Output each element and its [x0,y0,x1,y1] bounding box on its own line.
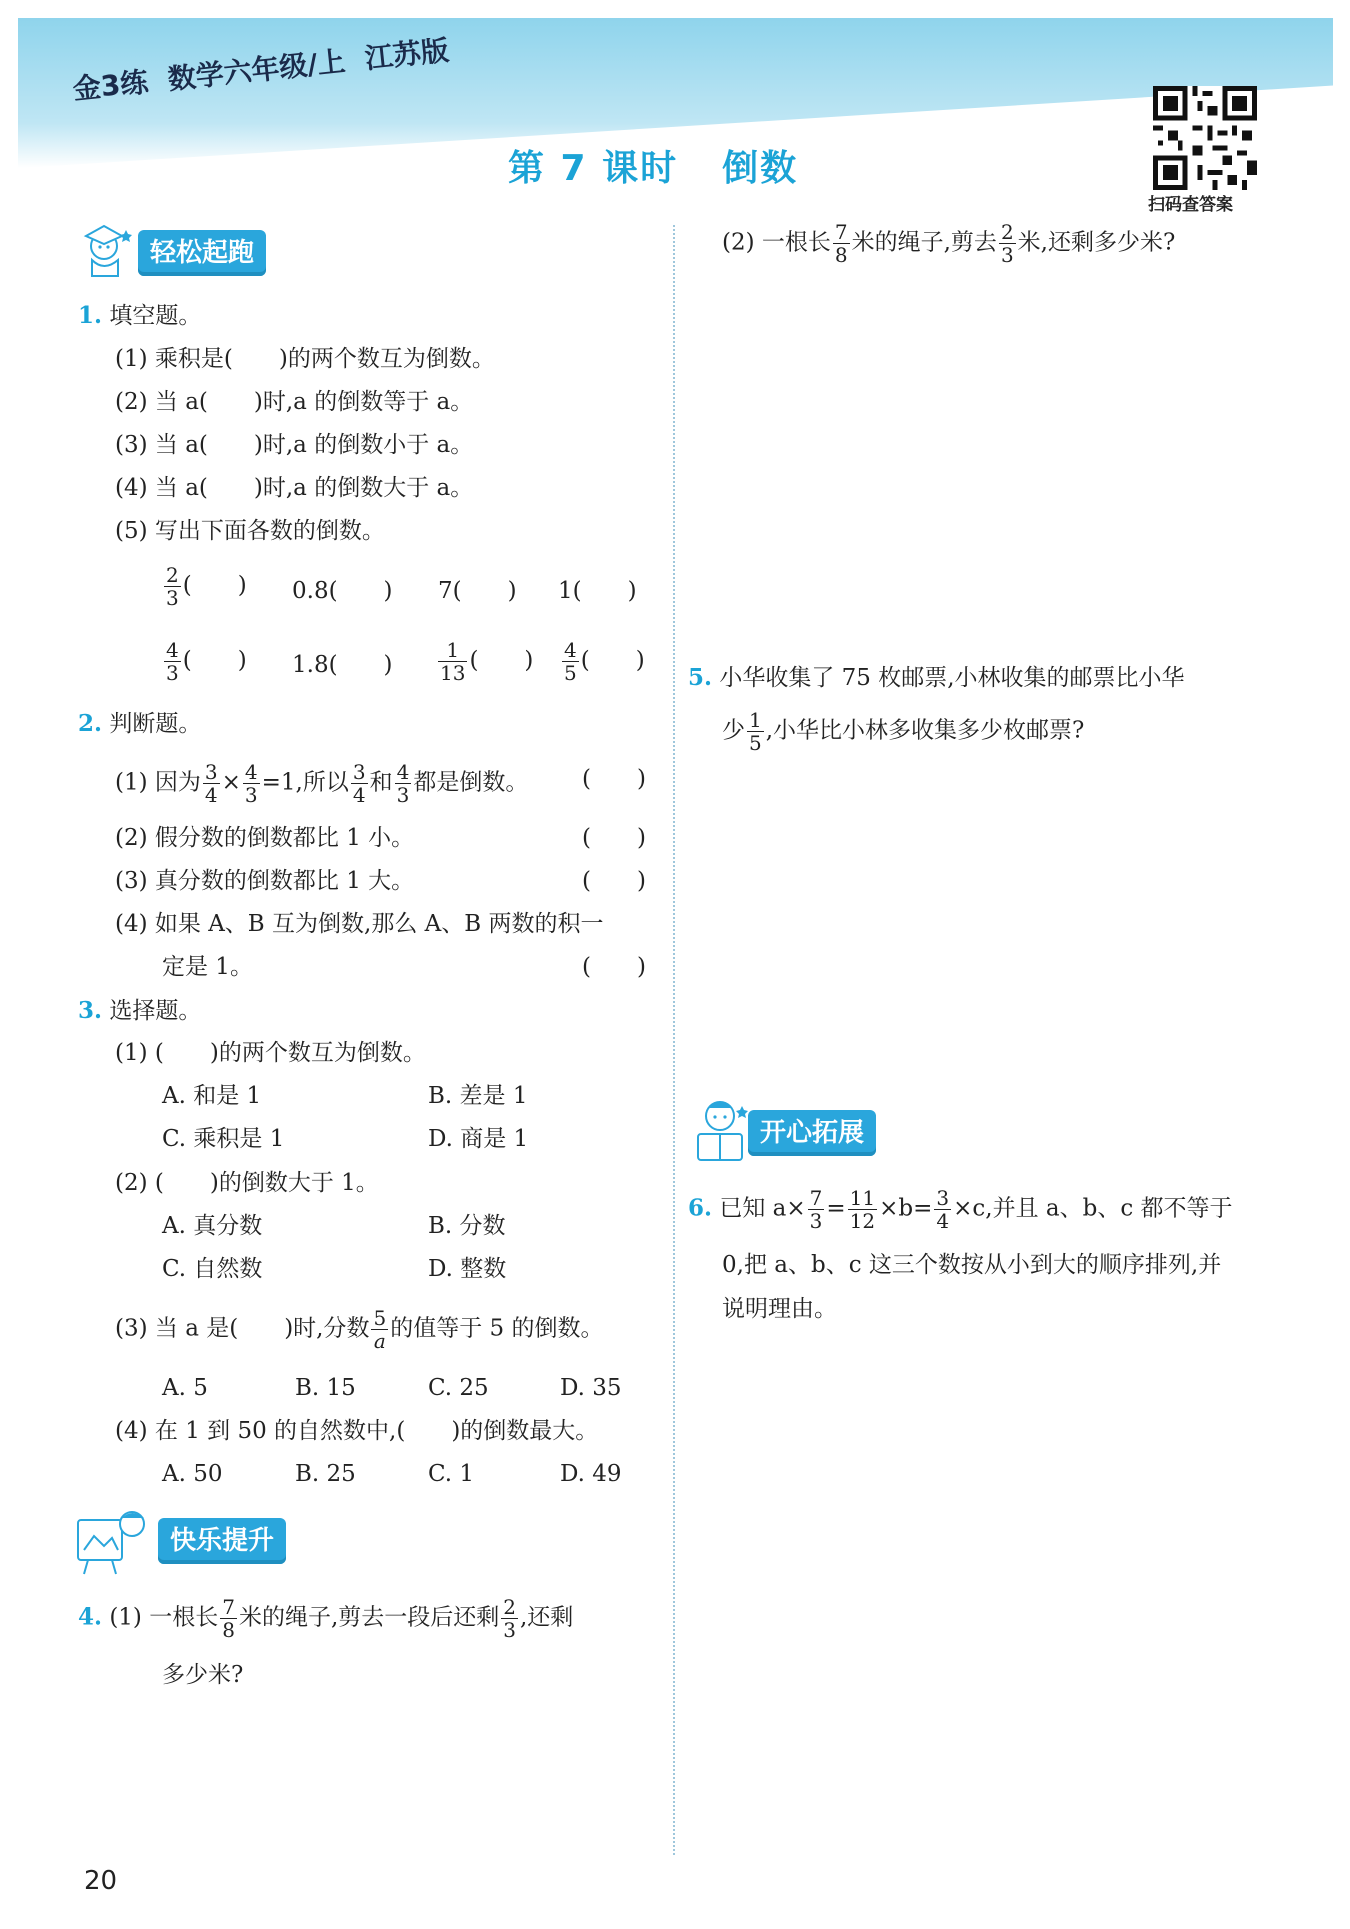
question-5-line-2: 少 $\frac{1}{5}$ ,小华比小林多收集多少枚邮票? [722,708,1085,755]
question-title: 判断题。 [109,711,202,737]
question-number: 2. [78,710,103,737]
answer-blank[interactable]: ( ) [582,825,646,851]
q1-part-3: (3) 当 a( )时,a 的倒数小于 a。 [115,432,474,458]
section-tag-happy-improve: 快乐提升 [158,1518,286,1564]
question-6-line-2: 0,把 a、b、c 这三个数按从小到大的顺序排列,并 [722,1252,1222,1278]
option[interactable]: B. 15 [295,1375,356,1401]
answer-blank[interactable]: ( ) [582,954,646,980]
option[interactable]: D. 49 [560,1461,622,1487]
option[interactable]: C. 乘积是 1 [162,1126,285,1152]
qr-code-icon[interactable] [1153,86,1257,190]
q2-part-2: (2) 假分数的倒数都比 1 小。 [115,825,415,851]
painter-mascot-icon [74,1506,158,1576]
brand: 金3练 [71,65,150,107]
q2-part-4-cont: 定是 1。 [162,954,253,980]
question-4-part-1: 4. (1) 一根长 $\frac{7}{8}$ 米的绳子,剪去一段后还剩 $\frac{2}{3}$ ,还剩 [78,1595,574,1642]
question-3-heading [78,997,201,1026]
column-divider [673,225,675,1855]
reciprocal-item: $\frac{4}{5}$ ( ) [564,638,645,685]
q3-part-3: (3) 当 a 是( )时,分数 $\frac{5}{a}$ 的值等于 5 的倒数。 [115,1306,604,1353]
q1-part-2: (2) 当 a( )时,a 的倒数等于 a。 [115,389,474,415]
page-number: 20 [84,1866,118,1896]
reciprocal-item: 0.8( ) [292,578,393,604]
lesson-number: 第 7 课时 [508,148,679,189]
option[interactable]: A. 和是 1 [162,1083,262,1109]
option[interactable]: B. 分数 [428,1213,506,1239]
reciprocal-item: 7( ) [438,578,517,604]
lesson-heading [508,140,798,191]
option[interactable]: B. 差是 1 [428,1083,528,1109]
option[interactable]: A. 50 [162,1461,223,1487]
question-number: 6. [688,1194,713,1222]
lesson-title: 倒数 [722,148,799,189]
q1-part-5: (5) 写出下面各数的倒数。 [115,518,385,544]
reciprocal-item: 1( ) [558,578,637,604]
question-6-line-1: 6. 已知 a× $\frac{7}{3}$ = $\frac{11}{12}$ ×b= $\frac{3}{4}$ ×c,并且 a、b、c 都不等于 [688,1186,1233,1233]
option[interactable]: D. 商是 1 [428,1126,529,1152]
reader-mascot-icon [686,1094,752,1164]
option[interactable]: B. 25 [295,1461,356,1487]
option[interactable]: C. 自然数 [162,1256,263,1282]
question-title: 填空题。 [109,303,202,329]
question-6-line-3: 说明理由。 [722,1296,837,1322]
q2-part-1: (1) 因为 $\frac{3}{4}$ × $\frac{4}{3}$ =1,所以 $\frac{3}{4}$ 和 $\frac{4}{3}$ 都是倒数。 [115,760,529,807]
q3-part-4: (4) 在 1 到 50 的自然数中,( )的倒数最大。 [115,1418,599,1444]
question-number: 1. [78,302,103,329]
qr-label: 扫码查答案 [1148,195,1233,215]
question-4-part-2: (2) 一根长 $\frac{7}{8}$ 米的绳子,剪去 $\frac{2}{3}$ 米,还剩多少米? [722,220,1176,267]
option[interactable]: A. 真分数 [162,1213,263,1239]
reciprocal-item: $\frac{2}{3}$ ( ) [166,563,247,610]
question-5-line-1: 5. 小华收集了 75 枚邮票,小林收集的邮票比小华 [688,664,1185,691]
q2-part-4: (4) 如果 A、B 互为倒数,那么 A、B 两数的积一 [115,911,604,937]
question-4-part-1-cont: 多少米? [162,1662,244,1688]
reciprocal-item: $\frac{4}{3}$ ( ) [166,638,247,685]
q3-part-1: (1) ( )的两个数互为倒数。 [115,1040,426,1066]
question-number: 4. [78,1603,103,1631]
q3-part-2: (2) ( )的倒数大于 1。 [115,1170,379,1196]
question-1-heading [78,302,201,331]
reciprocal-item: 1.8( ) [292,652,393,678]
scholar-mascot-icon [74,220,140,280]
option[interactable]: C. 25 [428,1375,489,1401]
q1-part-4: (4) 当 a( )时,a 的倒数大于 a。 [115,475,474,501]
option[interactable]: D. 整数 [428,1256,507,1282]
question-title: 选择题。 [109,998,202,1024]
question-number: 3. [78,997,103,1024]
reciprocal-item: $\frac{1}{13}$ ( ) [440,638,534,685]
subject: 数学六年级/上 [166,44,348,97]
answer-blank[interactable]: ( ) [582,868,646,894]
q1-part-1: (1) 乘积是( )的两个数互为倒数。 [115,346,495,372]
option[interactable]: C. 1 [428,1461,475,1487]
option[interactable]: A. 5 [162,1375,208,1401]
question-number: 5. [688,664,713,691]
answer-blank[interactable]: ( ) [582,766,646,792]
section-tag-happy-expand: 开心拓展 [748,1110,876,1156]
edition: 江苏版 [363,33,451,76]
question-2-heading [78,710,201,739]
section-tag-easy-start: 轻松起跑 [138,230,266,276]
option[interactable]: D. 35 [560,1375,622,1401]
q2-part-3: (3) 真分数的倒数都比 1 大。 [115,868,415,894]
